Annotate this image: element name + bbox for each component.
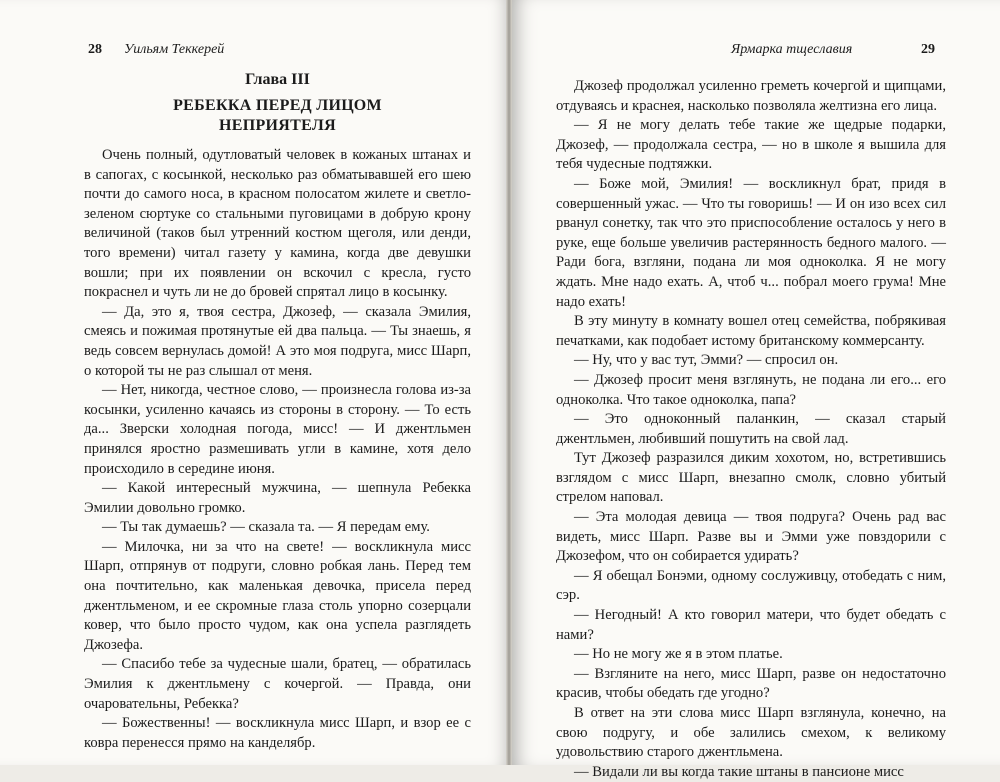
paragraph: — Взгляните на него, мисс Шарп, разве он недостаточно красив, чтобы обедать где угодно? xyxy=(556,665,946,702)
paragraph: В эту минуту в комнату вошел отец семейства, побрякивая печатками, как подобает истому британскому коммерсанту. xyxy=(556,313,946,349)
chapter-label: Глава III xyxy=(245,71,310,88)
right-body-text xyxy=(556,77,946,782)
paragraph: — Но не могу же я в этом платье. xyxy=(574,646,783,663)
paragraph: — Джозеф просит меня взглянуть, не подана ли его... его одноколка. Что такое одноколка, папа? xyxy=(556,371,946,408)
paragraph: — Видали ли вы когда такие штаны в пансионе мисс xyxy=(574,763,904,780)
book-gutter xyxy=(506,0,512,765)
paragraph: Очень полный, одутловатый человек в кожаных штанах и в сапогах, с косынкой, несколько раз обматывавшей его шею почти до самого носа, в красном полосатом жилете и светло-зеленом сюртуке со стальными пуговицами в добрую крону величиной (таков был утренний костюм щеголя, или денди, того времени) читал газету у камина, когда две девушки вошли; при их появлении он вскочил с кресла, густо покраснел и чуть ли не до бровей спрятал лицо в косынку. xyxy=(84,147,471,301)
paragraph: — Какой интересный мужчина, — шепнула Ребекка Эмилии довольно громко. xyxy=(84,480,471,516)
paragraph: — Нет, никогда, честное слово, — произнесла голова из-за косынки, усиленно качаясь из стороны в сторону. — То есть да... Зверски холодная погода, мисс! — И джентльмен принялся яростно размешивать угли в камине, хотя дело происходило в середине июня. xyxy=(84,382,471,477)
right-page-number: 29 xyxy=(921,42,935,57)
paragraph: — Ты так думаешь? — сказала та. — Я передам ему. xyxy=(102,519,430,536)
chapter-title-line-1: РЕБЕККА ПЕРЕД ЛИЦОМ xyxy=(173,97,382,114)
paragraph: — Ну, что у вас тут, Эмми? — спросил он. xyxy=(574,352,839,369)
right-running-head xyxy=(509,40,1000,60)
paragraph: — Да, это я, твоя сестра, Джозеф, — сказала Эмилия, смеясь и пожимая протянутые ей два пальца. — Ты знаешь, я ведь совсем вернулась домой! А это моя подруга, мисс Шарп, о которой ты не раз слышал от меня. xyxy=(84,303,471,379)
left-page xyxy=(0,0,509,765)
paragraph: Тут Джозеф разразился диким хохотом, но, встретившись взглядом с мисс Шарп, внезапно смолк, словно убитый стрелом наповал. xyxy=(556,450,946,506)
left-running-title: Уильям Теккерей xyxy=(124,42,225,57)
paragraph: — Эта молодая девица — твоя подруга? Очень рад вас видеть, мисс Шарп. Разве вы и Эмми уже повздорили с Джозефом, что он собирается удирать? xyxy=(556,509,946,565)
paragraph: — Я не могу делать тебе такие же щедрые подарки, Джозеф, — продолжала сестра, — но в школе я вышила для тебя чудесные подтяжки. xyxy=(556,117,946,173)
paragraph: — Я обещал Бонэми, одному сослуживцу, отобедать с ним, сэр. xyxy=(556,567,946,604)
left-running-head xyxy=(0,40,509,60)
paragraph: — Божественны! — воскликнула мисс Шарп, и взор ее с ковра перенесся прямо на канделябр. xyxy=(84,715,471,751)
paragraph: — Милочка, ни за что на свете! — воскликнула мисс Шарп, отпрянув от подруги, словно робкая лань. Перед тем она почтительно, как маленькая девочка, присела перед джентльменом, и ее скромные глаза столь упорно созерцали ковер, что было просто чудом, как она успела разглядеть Джозефа. xyxy=(84,538,471,653)
chapter-title xyxy=(84,96,471,136)
paragraph: Джозеф продолжал усиленно греметь кочергой и щипцами, отдуваясь и краснея, насколько позволяла желтизна его лица. xyxy=(556,78,946,114)
paragraph: В ответ на эти слова мисс Шарп взглянула, конечно, на свою подругу, и обе залились смехом, к великому удовольствию старого джентльмена. xyxy=(556,705,946,761)
paragraph: — Это одноконный паланкин, — сказал старый джентльмен, любивший пошутить на свой лад. xyxy=(556,411,946,447)
paragraph: — Спасибо тебе за чудесные шали, братец, — обратилась Эмилия к джентльмену с кочергой. — Правда, они очаровательны, Ребекка? xyxy=(84,656,471,712)
left-page-number: 28 xyxy=(88,42,102,57)
right-page xyxy=(509,0,1000,780)
paragraph: — Негодный! А кто говорил матери, что будет обедать с нами? xyxy=(556,607,946,643)
left-body-text xyxy=(84,146,471,753)
chapter-title-line-2: НЕПРИЯТЕЛЯ xyxy=(219,117,336,134)
paragraph: — Боже мой, Эмилия! — воскликнул брат, придя в совершенный ужас. — Что ты говоришь! — И он изо всех сил рванул сонетку, так что это приспособление осталось у него в руке, еще больше увеличив растерянность бедного малого. — Ради бога, взгляни, подана ли моя одноколка. Я не могу ждать. Мне надо ехать. А, чтоб ч... побрал моего грума! Мне надо ехать! xyxy=(556,175,946,310)
right-running-title: Ярмарка тщеславия xyxy=(731,42,853,57)
